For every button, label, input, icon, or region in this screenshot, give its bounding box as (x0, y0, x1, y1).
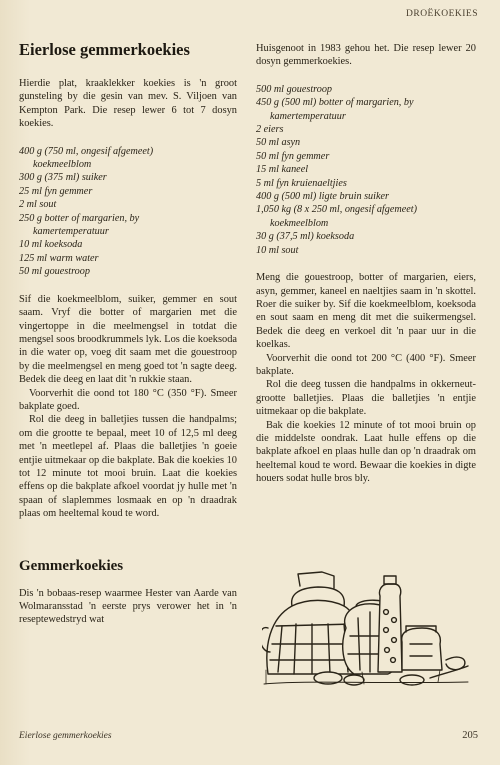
ingredient-item: 5 ml fyn kruienaeltjies (256, 177, 347, 189)
ingredient-item: 125 ml warm water (19, 252, 99, 264)
right-column (256, 42, 476, 486)
ingredient-item: 450 g (500 ml) botter of margarien, by kamertemperatuur (256, 97, 414, 122)
ingredient-item: 400 g (500 ml) ligte bruin suiker (256, 191, 389, 203)
kitchen-jars-illustration (262, 566, 472, 691)
ingredient-item: 25 ml fyn gemmer (19, 185, 93, 197)
method-paragraph: Meng die gouestroop, botter of margarien, eiers, asyn, gemmer, kaneel en naeltjies saam in 'n skottel. Roer die suiker by. Sif die koekmeelblom, koeksoda en sout saam en meng dit met die suikermengsel. Bedek die deeg en verkoel dit 'n paar uur in die koelkas. (256, 272, 476, 351)
spacer (19, 521, 237, 558)
left-column (19, 40, 237, 627)
method-paragraph: Sif die koekmeelblom, suiker, gemmer en sout saam. Vryf die botter of margarien met die vingertoppe in die meelmengsel in totdat die mengsel soos broodkrummels lyk. Los die koeksoda in die water op, voeg dit saam met die gouestroop by die meelmengsel en meng goed tot 'n sagte deeg. Bedek die deeg en laat dit 'n rukkie staan. (19, 293, 237, 386)
ingredient-item: 500 ml gouestroop (256, 83, 333, 95)
recipe-intro: Hierdie plat, kraaklekker koekies is 'n groot gunsteling by die gesin van mev. S. Viljoen van Kempton Park. Die resep lewer 6 tot 7 dosyn koekies. (19, 78, 237, 130)
ingredient-item: 1,050 kg (8 x 250 ml, ongesif afgemeet) koekmeelblom (256, 204, 417, 229)
section-header: DROËKOEKIES (406, 9, 478, 19)
ingredient-item: 10 ml koeksoda (19, 239, 83, 251)
method-paragraph: Voorverhit die oond tot 200 °C (400 °F). Smeer bakplate. (256, 352, 476, 377)
recipe-intro-2: Dis 'n bobaas-resep waarmee Hester van Aarde van Wolmaransstad 'n eerste prys verower het in 'n reseptewedstryd wat (19, 587, 237, 626)
ingredient-item: 300 g (375 ml) suiker (19, 172, 107, 184)
method-paragraph: Bak die koekies 12 minute of tot mooi bruin op die middelste oondrak. Laat hulle effens op die bakplate afkoel en plaas hulle dan op 'n draadrak om heeltemal koud te word. Bewaar die koekies in digte houers sodat hulle bros bly. (256, 419, 476, 485)
recipe-title-gemmerkoekies: Gemmerkoekies (19, 557, 124, 574)
ingredient-item: 50 ml fyn gemmer (256, 150, 330, 162)
ingredient-item: 2 ml sout (19, 199, 57, 211)
recipe-intro-continued: Huisgenoot in 1983 gehou het. Die resep lewer 20 dosyn gemmerkoekies. (256, 43, 476, 68)
ingredient-item: 10 ml sout (256, 244, 299, 256)
ingredient-list (19, 145, 237, 279)
recipe-title-eierlose: Eierlose gemmerkoekies (19, 40, 190, 59)
ingredient-item: 400 g (750 ml, ongesif afgemeet) koekmeelblom (19, 145, 154, 171)
ingredient-item: 2 eiers (256, 124, 284, 136)
method-paragraph: Rol die deeg in balletjies tussen die handpalms; om die grootte te bepaal, meet 10 of 12,5 ml deeg met 'n meetlepel af. Plaas die balletjies 'n goeie entjie uitmekaar op die bakplate. Bak die koekies 10 tot 12 minute tot mooi bruin. Laat die koekies effens op die bakplate afkoel voordat jy hulle met 'n spaan of slaplemmes losmaak en op 'n draadrak plaas om heeltemal koud te word. (19, 414, 237, 520)
ingredient-item: 15 ml kaneel (256, 164, 309, 176)
method-paragraph: Rol die deeg tussen die handpalms in okkerneut-grootte balletjies. Plaas die balletjies 'n entjie uitmekaar op die bakplate. (256, 379, 476, 418)
ingredient-list (256, 83, 476, 257)
ingredient-item: 250 g botter of margarien, by kamertemperatuur (19, 212, 140, 238)
ingredient-item: 30 g (37,5 ml) koeksoda (256, 231, 355, 243)
running-title: Eierlose gemmerkoekies (19, 731, 112, 741)
ingredient-item: 50 ml gouestroop (19, 266, 90, 278)
method-paragraph: Voorverhit die oond tot 180 °C (350 °F). Smeer bakplate goed. (19, 387, 237, 412)
page-number: 205 (462, 730, 478, 741)
ingredient-item: 50 ml asyn (256, 137, 301, 149)
